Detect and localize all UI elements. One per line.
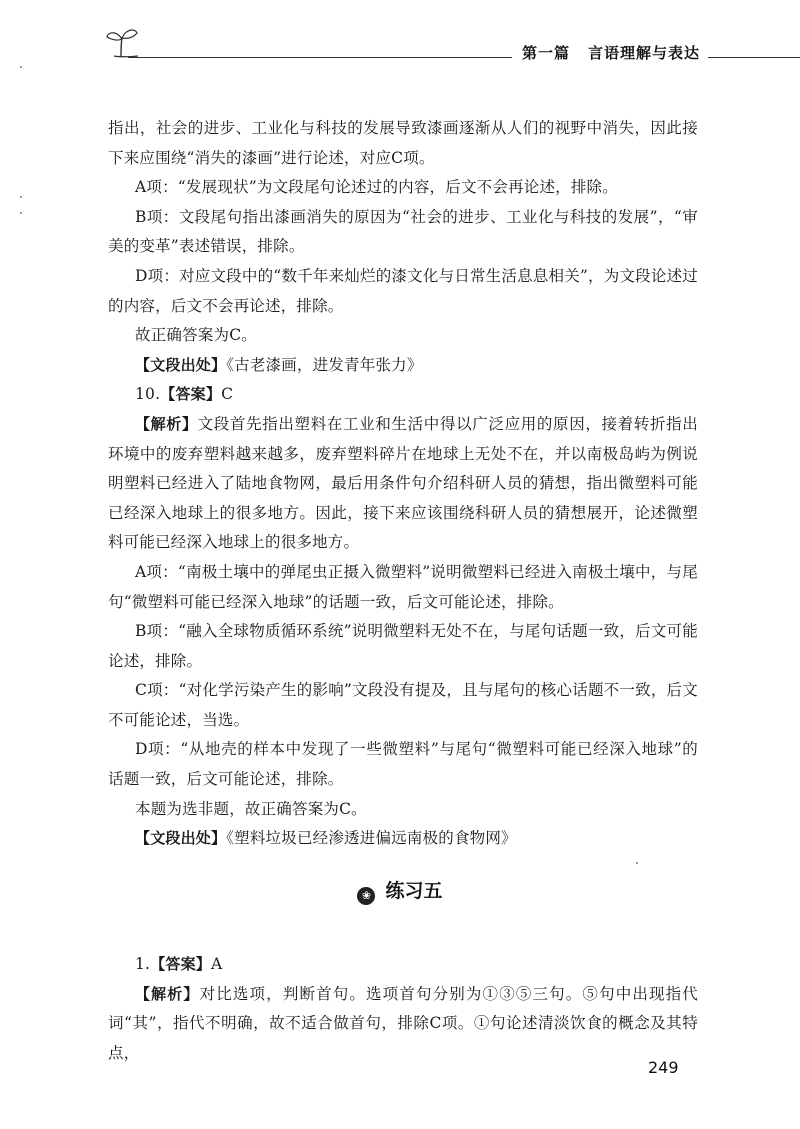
source-title: 《古老漆画，进发青年张力》 xyxy=(226,355,423,374)
answer-value: C xyxy=(221,385,234,404)
page-header xyxy=(0,0,800,80)
source-line xyxy=(108,351,698,381)
source-tag: 【文段出处】 xyxy=(135,829,227,848)
flower-icon: ❀ xyxy=(357,887,375,905)
option-a-analysis: A项：“发展现状”为文段尾句论述过的内容，后文不会再论述，排除。 xyxy=(135,178,618,197)
option-d-analysis: D项：对应文段中的“数千年来灿烂的漆文化与日常生活息息相关”，为文段论述过的内容，后文不会再论述，排除。 xyxy=(108,266,698,315)
answer-explanations xyxy=(108,114,698,854)
analysis-text: 对比选项，判断首句。选项首句分别为①③⑤三句。⑤句中出现指代词“其”，指代不明确，故不适合做首句，排除C项。①句论述清淡饮食的概念及其特点， xyxy=(108,984,698,1062)
analysis-paragraph xyxy=(108,980,698,1069)
source-tag: 【文段出处】 xyxy=(135,355,227,374)
scan-mark xyxy=(20,212,22,214)
question-number: 10. xyxy=(135,385,161,404)
option-b-analysis: B项：文段尾句指出漆画消失的原因为“社会的进步、工业化与科技的发展”，“审美的变革”表述错误，排除。 xyxy=(108,207,698,256)
page-number: 249 xyxy=(648,1058,679,1077)
analysis-paragraph xyxy=(108,410,698,558)
analysis-tag: 【解析】 xyxy=(135,984,200,1003)
header-part: 第一篇 xyxy=(522,44,571,62)
option-d-analysis: D项：“从地壳的样本中发现了一些微塑料”与尾句“微塑料可能已经深入地球”的话题一致，后文可能论述，排除。 xyxy=(108,740,698,789)
option-c-analysis: C项：“对化学污染产生的影响”文段没有提及，且与尾句的核心话题不一致，后文不可能论述，当选。 xyxy=(108,681,698,729)
source-line xyxy=(108,824,698,854)
conclusion: 故正确答案为C。 xyxy=(135,326,257,345)
section-heading xyxy=(0,876,800,905)
header-rule-left xyxy=(128,57,512,58)
answer-tag: 【答案】 xyxy=(160,385,222,404)
option-a-analysis: A项：“南极土壤中的弹尾虫正摄入微塑料”说明微塑料已经进入南极土壤中，与尾句“微塑料可能已经深入地球”的话题一致，后文可能论述，排除。 xyxy=(108,562,698,611)
scan-mark xyxy=(20,66,22,68)
option-b-analysis: B项：“融入全球物质循环系统”说明微塑料无处不在，与尾句话题一致，后文可能论述，排除。 xyxy=(108,622,698,670)
answer-line xyxy=(108,950,698,980)
scan-mark xyxy=(20,196,22,198)
practice-five-content xyxy=(108,950,698,1068)
paragraph: 指出，社会的进步、工业化与科技的发展导致漆画逐渐从人们的视野中消失，因此接下来应围绕“消失的漆画”进行论述，对应C项。 xyxy=(108,119,698,167)
answer-tag: 【答案】 xyxy=(150,955,212,973)
question-number: 1. xyxy=(135,955,151,973)
scan-mark xyxy=(636,862,638,864)
source-title: 《塑料垃圾已经渗透进偏远南极的食物网》 xyxy=(226,829,517,848)
conclusion: 本题为选非题，故正确答案为C。 xyxy=(135,799,367,818)
analysis-text: 文段首先指出塑料在工业和生活中得以广泛应用的原因，接着转折指出环境中的废弃塑料越来越多，废弃塑料碎片在地球上无处不在，并以南极岛屿为例说明塑料已经进入了陆地食物网，最后用条件句介绍科研人员的猜想，指出微塑料可能已经深入地球上的很多地方。因此，接下来应该围绕科研人员的猜想展开，论述微塑料可能已经深入地球上的很多地方。 xyxy=(108,414,698,552)
header-title xyxy=(522,42,700,63)
answer-line xyxy=(108,380,698,410)
header-section-title: 言语理解与表达 xyxy=(588,44,701,62)
section-title: 练习五 xyxy=(385,880,443,902)
sprout-icon xyxy=(104,26,140,60)
answer-value: A xyxy=(211,955,223,973)
analysis-tag: 【解析】 xyxy=(135,414,198,433)
header-rule-right xyxy=(708,57,800,58)
